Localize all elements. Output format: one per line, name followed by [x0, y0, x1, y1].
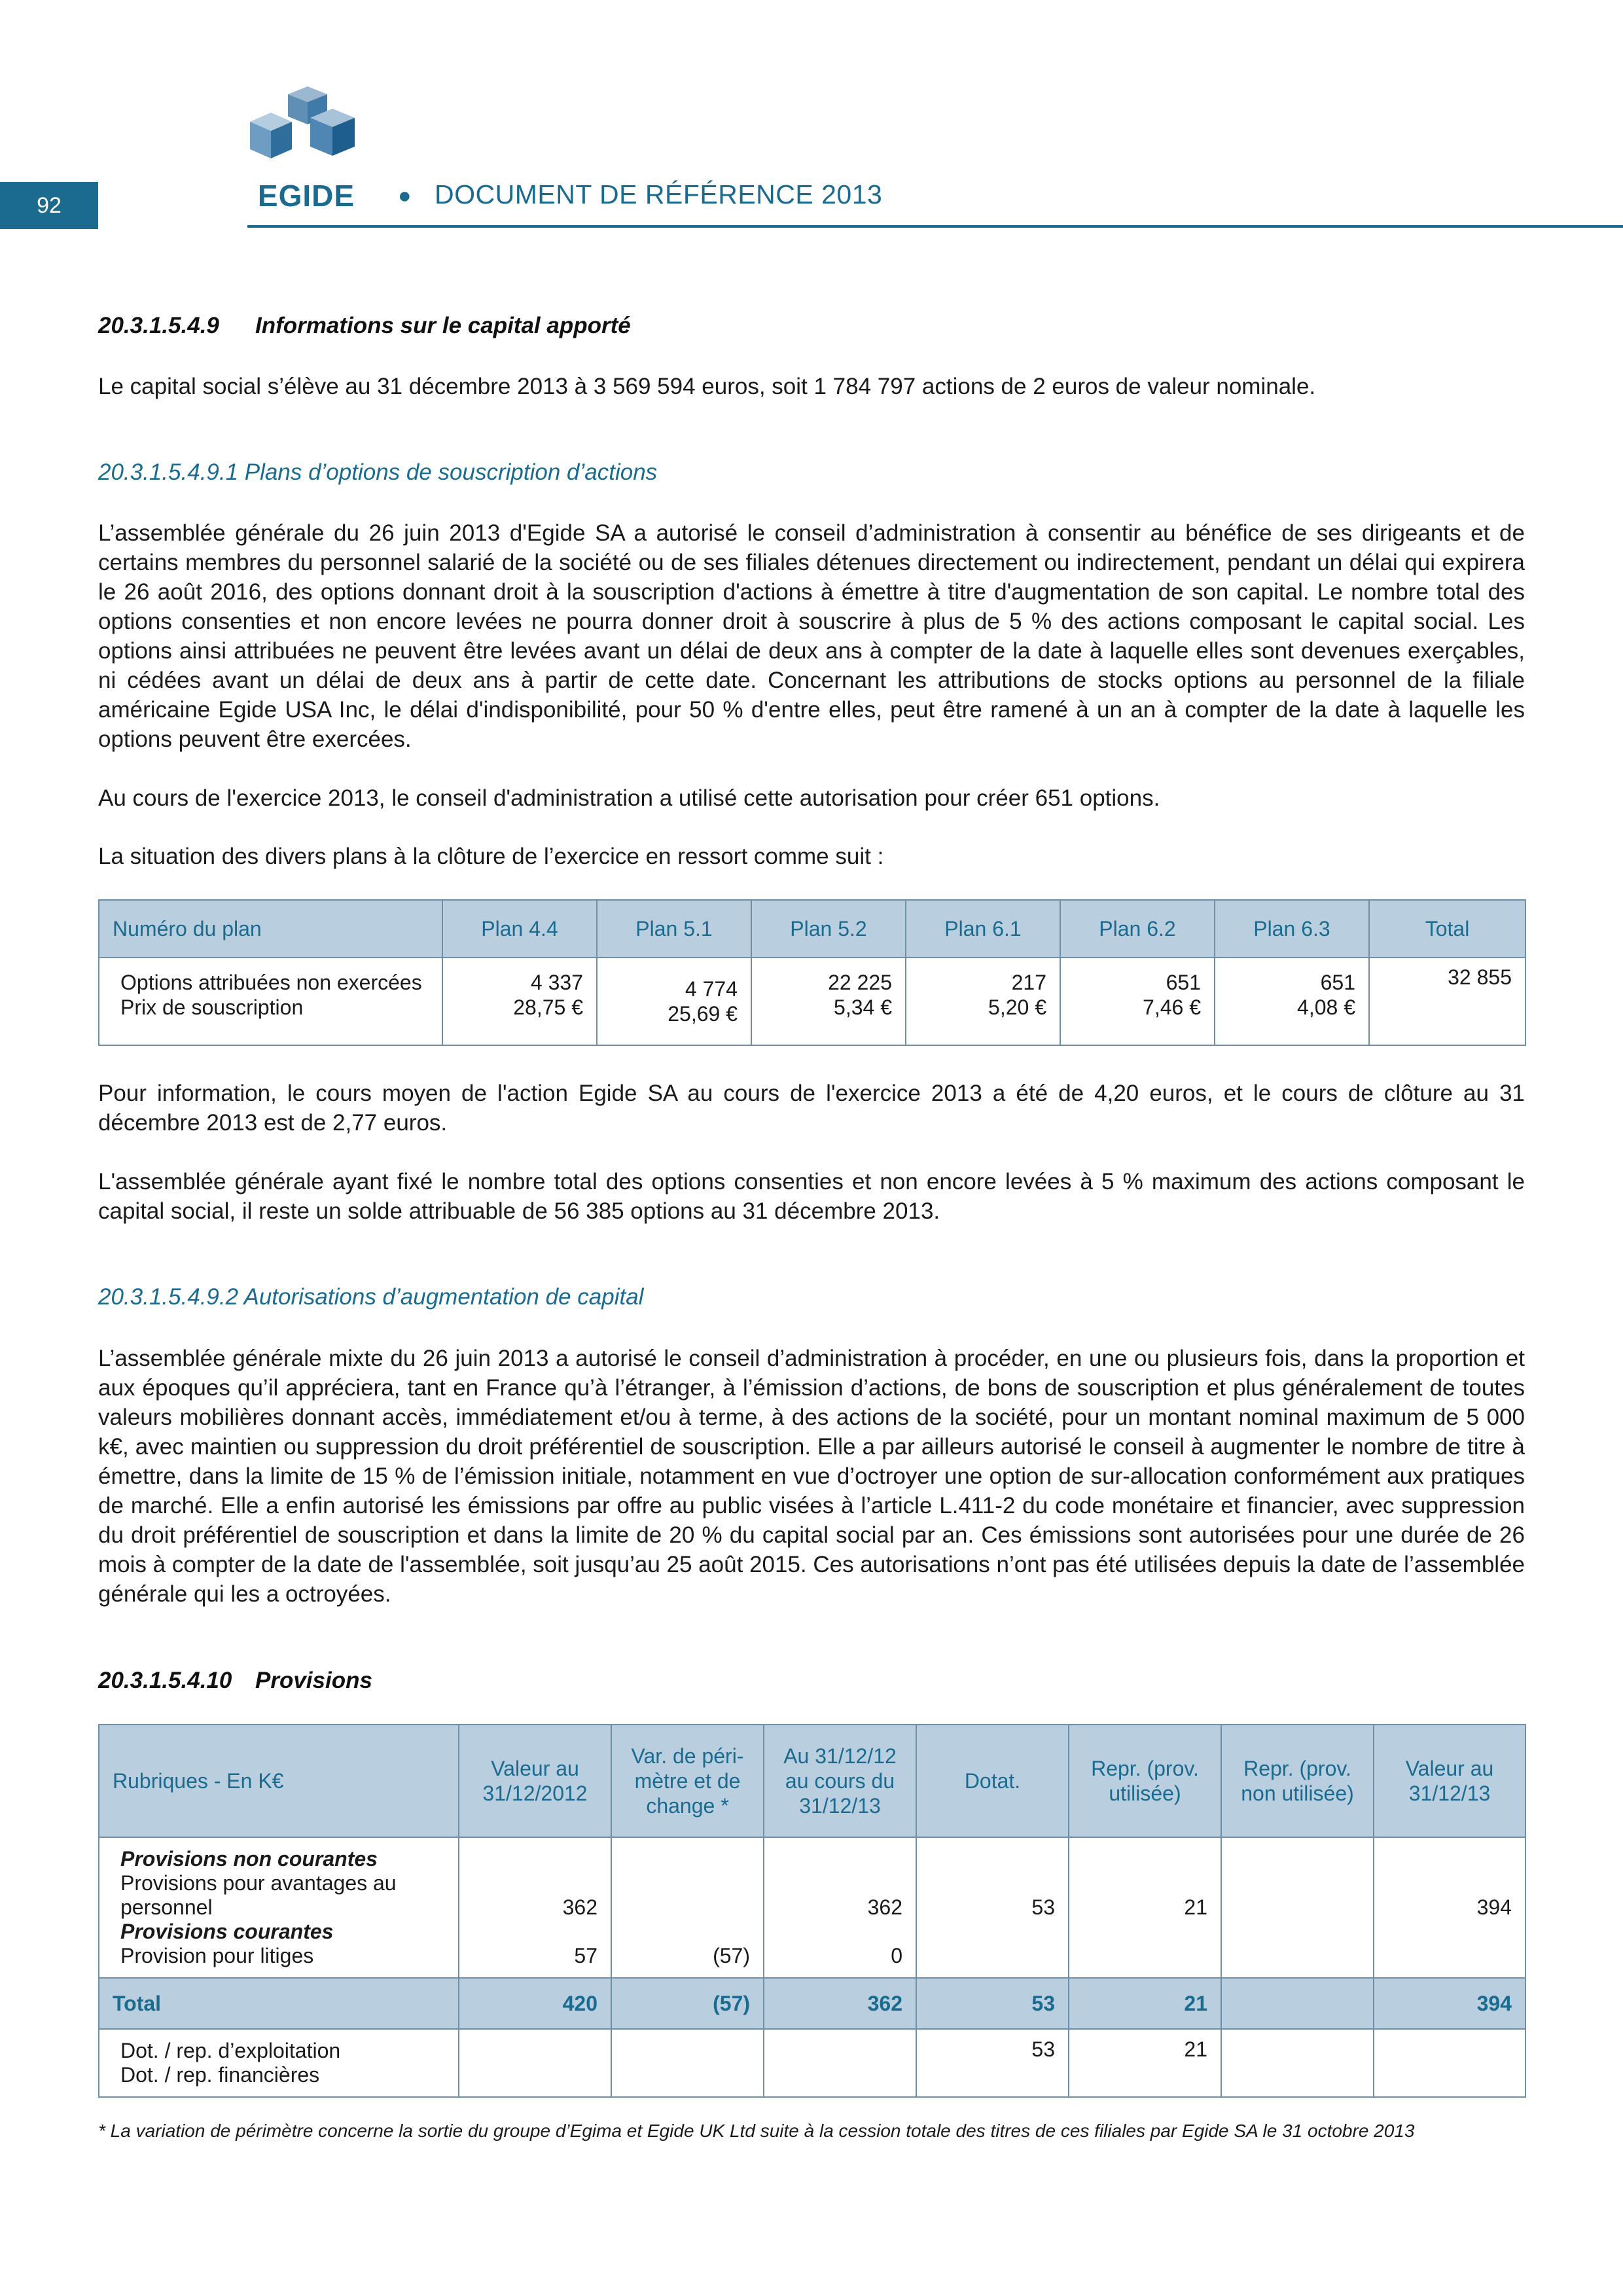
egide-logo: [247, 86, 365, 211]
column-header: Dotat.: [916, 1725, 1069, 1837]
options-value: 22 225: [828, 971, 892, 994]
avantages-value: 362: [867, 1895, 902, 1919]
total-value: (57): [611, 1978, 764, 2029]
column-header: Valeur au 31/12/13: [1374, 1725, 1525, 1837]
total-value: 21: [1069, 1978, 1221, 2029]
column-header: Numéro du plan: [99, 900, 442, 958]
autorisations-paragraph: L’assemblée générale mixte du 26 juin 2013 a autorisé le conseil d’administration à procéder, en une ou plusieurs fois, dans la proportion et aux époques qu’il appréciera, tant en France qu’à l’étranger, à l’émission d’actions, de bons de souscription et plus généralement de toutes valeurs mobilières donnant accès, immédiatement et/ou à terme, à des actions de la société, pour un montant nominal maximum de 5 000 k€, avec maintien ou suppression du droit préférentiel de souscription. Elle a par ailleurs autorisé le conseil à augmenter le nombre de titre à émettre, dans la limite de 15 % de l’émission initiale, notamment en vue d’octroyer une option de sur-allocation conformément aux pratiques de marché. Elle a enfin autorisé les émissions par offre au public visées à l’article L.411-2 du code monétaire et financier, avec suppression du droit préférentiel de souscription et dans la limite de 20 % du capital social par an. Ces émissions sont autorisées pour une durée de 26 mois à compter de la date de l'assemblée, soit jusqu’au 25 août 2015. Ces autorisations n’ont pas été utilisées depuis la date de l’assemblée générale qui les a octroyées.: [98, 1346, 1525, 1607]
group-label: Provisions courantes: [120, 1920, 334, 1943]
provisions-table: [98, 1724, 1526, 2098]
plan-cell: [1060, 958, 1215, 1045]
total-value: 362: [764, 1978, 916, 2029]
options-value: 4 337: [530, 971, 583, 994]
header-rule: [247, 225, 1623, 228]
dot-value: 21: [1069, 2029, 1221, 2097]
table-row: [99, 2029, 1525, 2097]
value-cell: [459, 2029, 611, 2097]
litiges-value: 0: [891, 1944, 902, 1967]
price-value: 28,75 €: [513, 996, 583, 1019]
total-value: 53: [916, 1978, 1069, 2029]
section-title: Informations sur le capital apporté: [255, 313, 631, 338]
total-value: [1221, 1978, 1374, 2029]
column-header: Total: [1369, 900, 1525, 958]
footnote: * La variation de périmètre concerne la sortie du groupe d’Egima et Egide UK Ltd suite à la cession totale des titres de ces filiales par Egide SA le 31 octobre 2013: [98, 2121, 1415, 2141]
price-value: 4,08 €: [1297, 996, 1355, 1019]
cubes-logo-icon: [247, 86, 365, 178]
total-value: 420: [459, 1978, 611, 2029]
row-label: Provision pour litiges: [120, 1944, 314, 1967]
page-number: 92: [0, 182, 98, 229]
options-value: 651: [1320, 971, 1355, 994]
column-header: Repr. (prov. non utilisée): [1221, 1725, 1374, 1837]
avantages-value: [625, 1895, 750, 1920]
row-label: Dot. / rep. financières: [120, 2063, 320, 2087]
column-header: Var. de péri-mètre et de change *: [611, 1725, 764, 1837]
value-cell: [916, 1837, 1069, 1978]
total-label: Total: [99, 1978, 459, 2029]
total-cell: [1369, 958, 1525, 1045]
section-number: 20.3.1.5.4.10: [98, 1668, 232, 1693]
options-paragraph-5: L'assemblée générale ayant fixé le nombre total des options consenties et non encore levées à 5 % maximum des actions composant le capital social, il reste un solde attribuable de 56 385 options au 31 décembre 2013.: [98, 1169, 1525, 1224]
plan-cell: [1215, 958, 1369, 1045]
plan-cell: [751, 958, 906, 1045]
value-cell: [1374, 1837, 1525, 1978]
total-value: 394: [1374, 1978, 1525, 2029]
value-cell: [1221, 2029, 1374, 2097]
table-header-row: [99, 1725, 1525, 1837]
value-cell: [1069, 1837, 1221, 1978]
options-value: 651: [1166, 971, 1201, 994]
section-number: 20.3.1.5.4.9: [98, 313, 219, 338]
litiges-value: (57): [713, 1944, 750, 1967]
column-header: Plan 4.4: [442, 900, 597, 958]
column-header: Repr. (prov. utilisée): [1069, 1725, 1221, 1837]
dot-value: 53: [916, 2029, 1069, 2097]
column-header: Au 31/12/12 au cours du 31/12/13: [764, 1725, 916, 1837]
value-cell: [1374, 2029, 1525, 2097]
row-label: Provisions pour avantages au personnel: [120, 1871, 397, 1919]
price-value: 25,69 €: [668, 1002, 738, 1026]
document-title: DOCUMENT DE RÉFÉRENCE 2013: [435, 179, 883, 209]
plan-cell: [906, 958, 1060, 1045]
row-label: Dot. / rep. d’exploitation: [120, 2039, 341, 2062]
section-capital-heading: [98, 313, 1525, 339]
options-paragraph-2: Au cours de l'exercice 2013, le conseil d'administration a utilisé cette autorisation pour créer 651 options.: [98, 785, 1160, 811]
plan-cell: [442, 958, 597, 1045]
options-total: 32 855: [1448, 965, 1512, 989]
price-value: 5,20 €: [988, 996, 1046, 1019]
column-header: Plan 5.2: [751, 900, 906, 958]
row-label: Prix de souscription: [120, 996, 304, 1019]
group-label: Provisions non courantes: [120, 1847, 378, 1871]
litiges-value: 57: [574, 1944, 597, 1967]
value-cell: [764, 1837, 916, 1978]
table-header-row: [99, 900, 1525, 958]
capital-paragraph: Le capital social s’élève au 31 décembre 2013 à 3 569 594 euros, soit 1 784 797 actions de 2 euros de valeur nominale.: [98, 374, 1316, 399]
value-cell: [459, 1837, 611, 1978]
price-value: 5,34 €: [834, 996, 892, 1019]
dot-labels-cell: [99, 2029, 459, 2097]
options-plans-table: [98, 899, 1526, 1046]
autorisations-heading: 20.3.1.5.4.9.2 Autorisations d’augmentation de capital: [98, 1284, 644, 1310]
column-header: Plan 6.2: [1060, 900, 1215, 958]
total-row: [99, 1978, 1525, 2029]
rubrique-cell: [99, 1837, 459, 1978]
column-header: Plan 6.3: [1215, 900, 1369, 958]
section-title: Provisions: [255, 1668, 372, 1693]
options-paragraph-4: Pour information, le cours moyen de l'action Egide SA au cours de l'exercice 2013 a été de 4,20 euros, et le cours de clôture au 31 décembre 2013 est de 2,77 euros.: [98, 1081, 1525, 1136]
avantages-value: 362: [562, 1895, 597, 1919]
table-row: [99, 1837, 1525, 1978]
avantages-value: 394: [1476, 1895, 1512, 1919]
column-header: Plan 5.1: [597, 900, 751, 958]
value-cell: [764, 2029, 916, 2097]
options-paragraph-1: L’assemblée générale du 26 juin 2013 d'Egide SA a autorisé le conseil d’administration à consentir au bénéfice de ses dirigeants et de certains membres du personnel salarié de la société ou de ses filiales détenues directement ou indirectement, pendant un délai qui expirera le 26 août 2016, des options donnant droit à la souscription d'actions à émettre à titre d'augmentation de son capital. Le nombre total des options consenties et non encore levées ne pourra donner droit à souscrire à plus de 5 % des actions composant le capital social. Les options ainsi attribuées ne peuvent être levées avant un délai de deux ans à compter de la date à laquelle elles sont devenues exerçables, ni cédées avant un délai de deux ans à partir de cette date. Concernant les attributions de stocks options au personnel de la filiale américaine Egide USA Inc, le délai d'indisponibilité, pour 50 % d'entre elles, peut être ramené à un an à compter de la date à laquelle les options peuvent être exercées.: [98, 520, 1525, 752]
bullet-icon: ●: [398, 183, 412, 208]
table-row: [99, 958, 1525, 1045]
options-paragraph-3: La situation des divers plans à la clôture de l’exercice en ressort comme suit :: [98, 844, 884, 869]
options-value: 4 774: [685, 977, 738, 1001]
logo-wordmark: EGIDE: [257, 179, 355, 213]
row-label: Options attribuées non exercées: [120, 971, 422, 994]
avantages-value: 21: [1184, 1895, 1207, 1919]
value-cell: [611, 2029, 764, 2097]
value-cell: [1221, 1837, 1374, 1978]
column-header: Valeur au 31/12/2012: [459, 1725, 611, 1837]
column-header: Rubriques - En K€: [99, 1725, 459, 1837]
avantages-value: 53: [1031, 1895, 1055, 1919]
options-value: 217: [1011, 971, 1046, 994]
column-header: Plan 6.1: [906, 900, 1060, 958]
price-value: 7,46 €: [1143, 996, 1201, 1019]
row-labels-cell: [99, 958, 442, 1045]
options-heading: 20.3.1.5.4.9.1 Plans d’options de souscription d’actions: [98, 459, 658, 485]
value-cell: [611, 1837, 764, 1978]
section-provisions-heading: [98, 1668, 1525, 1694]
plan-cell: [597, 958, 751, 1045]
